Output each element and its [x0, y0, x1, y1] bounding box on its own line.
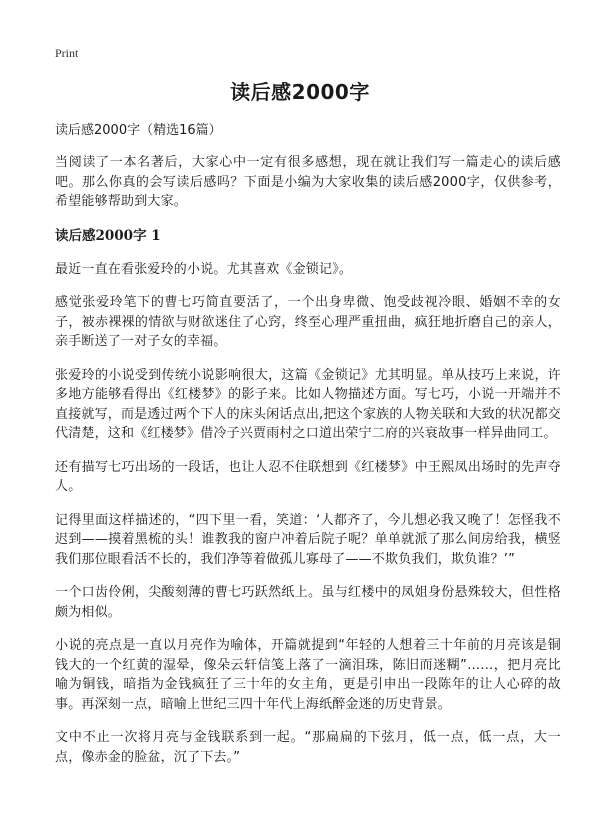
intro-paragraph: 当阅读了一本名著后，大家心中一定有很多感想，现在就让我们写一篇走心的读后感吧。那么你真的会写读后感吗？下面是小编为大家收集的读后感2000字，仅供参考，希望能够帮助到大家。	[55, 155, 561, 209]
body-paragraph-5: 记得里面这样描述的，“四下里一看，笑道：‘人都齐了，今儿想必我又晚了！怎怪我不迟到——摸着黑梳的头！谁教我的窗户冲着后院子呢？单单就派了那么间房给我，横竖我们那位眼看活不长的，我们净等着做孤儿寡母了——不欺负我们，欺负谁？’”	[55, 512, 561, 567]
article-subtitle: 读后感2000字（精选16篇）	[55, 123, 222, 138]
body-paragraph-6: 一个口齿伶俐，尖酸刻薄的曹七巧跃然纸上。虽与红楼中的凤姐身份悬殊较大，但性格颇为相似。	[55, 585, 561, 620]
section-heading: 读后感2000字 1	[55, 227, 161, 244]
body-paragraph-1: 最近一直在看张爱玲的小说。尤其喜欢《金锁记》。	[55, 261, 353, 277]
article-body	[55, 121, 561, 781]
body-paragraph-8: 文中不止一次将月亮与金钱联系到一起。“那扁扁的下弦月，低一点，低一点，大一点，像赤金的脸盆，沉了下去。”	[55, 730, 561, 765]
page-title: 读后感2000字	[230, 80, 370, 104]
body-paragraph-7: 小说的亮点是一直以月亮作为喻体，开篇就提到“年轻的人想着三十年前的月亮该是铜钱大的一个红黄的湿晕，像朵云轩信笺上落了一滴泪珠，陈旧而迷糊”……，把月亮比喻为铜钱，暗指为金钱疯狂了三十年的女主角，更是引申出一段陈年的让人心碎的故事。再深刻一点，暗喻上世纪三四十年代上海纸醉金迷的历史背景。	[55, 638, 561, 712]
body-paragraph-4: 还有描写七巧出场的一段话，也让人忍不住联想到《红楼梦》中王熙凤出场时的先声夺人。	[55, 459, 561, 494]
body-paragraph-2: 感觉张爱玲笔下的曹七巧简直要活了，一个出身卑微、饱受歧视冷眼、婚姻不幸的女子，被赤裸裸的情欲与财欲迷住了心窍，终至心理严重扭曲，疯狂地折磨自己的亲人，亲手断送了一对子女的幸福。	[55, 295, 561, 349]
body-paragraph-3: 张爱玲的小说受到传统小说影响很大，这篇《金锁记》尤其明显。单从技巧上来说，许多地方能够看得出《红楼梦》的影子来。比如人物描述方面。写七巧，小说一开端并不直接就写，而是透过两个下人的床头闲话点出,把这个家族的人物关联和大致的状况都交代清楚，这和《红楼梦》借冷子兴贾雨村之口道出荣宁二府的兴衰故事一样异曲同工。	[55, 367, 561, 441]
print-label[interactable]: Print	[55, 46, 79, 60]
